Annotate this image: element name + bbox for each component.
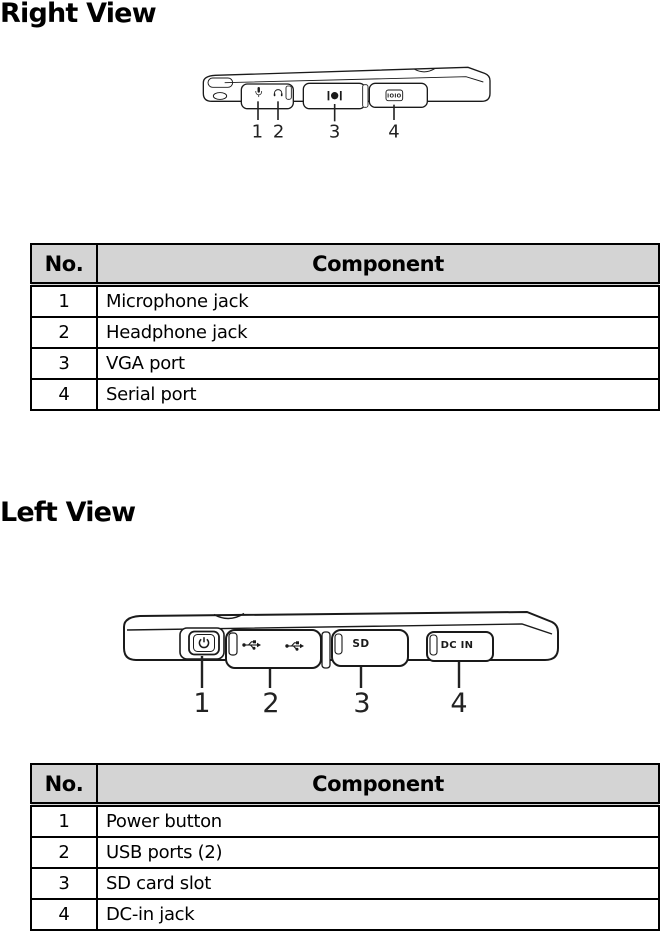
callout-1: 1 xyxy=(193,688,211,719)
row-no: 1 xyxy=(31,285,97,318)
right-view-heading: Right View xyxy=(0,0,156,29)
callout-2: 2 xyxy=(262,688,280,719)
left-view-heading: Left View xyxy=(0,497,136,528)
row-no: 1 xyxy=(31,805,97,838)
table-row xyxy=(31,805,659,838)
callout-numbers-right xyxy=(252,121,400,142)
power-button-panel xyxy=(180,628,224,659)
callout-4: 4 xyxy=(450,688,468,719)
row-component: Microphone jack xyxy=(97,285,659,318)
row-no: 2 xyxy=(31,837,97,868)
sd-slot-label: SD xyxy=(352,638,370,650)
col-header-component: Component xyxy=(97,764,659,805)
table-header-row xyxy=(31,764,659,805)
table-row xyxy=(31,837,659,868)
row-component: Power button xyxy=(97,805,659,838)
row-component: DC-in jack xyxy=(97,899,659,930)
left-view-component-table xyxy=(30,763,660,931)
table-row xyxy=(31,317,659,348)
row-component: Serial port xyxy=(97,379,659,410)
callout-3: 3 xyxy=(353,688,371,719)
callout-3: 3 xyxy=(328,121,341,143)
left-side-view-diagram xyxy=(100,590,580,720)
row-component: SD card slot xyxy=(97,868,659,899)
table-header-row xyxy=(31,244,659,285)
sd-card-panel xyxy=(332,630,408,666)
col-header-no: No. xyxy=(31,764,97,805)
row-no: 4 xyxy=(31,379,97,410)
table-row xyxy=(31,868,659,899)
callout-4: 4 xyxy=(388,121,400,143)
row-no: 4 xyxy=(31,899,97,930)
panel-divider xyxy=(363,85,368,108)
row-no: 3 xyxy=(31,868,97,899)
audio-panel xyxy=(241,84,293,109)
right-side-view-diagram xyxy=(120,60,580,180)
serial-port-icon xyxy=(386,90,403,101)
panel-divider xyxy=(322,632,330,668)
right-view-component-table xyxy=(30,243,660,411)
col-header-component: Component xyxy=(97,244,659,285)
table-row xyxy=(31,899,659,930)
callout-numbers-left xyxy=(193,688,467,719)
row-no: 3 xyxy=(31,348,97,379)
dc-in-label: DC IN xyxy=(440,640,474,651)
callout-1: 1 xyxy=(251,121,264,143)
table-row xyxy=(31,379,659,410)
row-component: USB ports (2) xyxy=(97,837,659,868)
callout-2: 2 xyxy=(272,121,285,143)
serial-panel xyxy=(369,83,427,107)
row-no: 2 xyxy=(31,317,97,348)
table-row xyxy=(31,348,659,379)
serial-icon-text: IOIO xyxy=(387,93,402,100)
row-component: Headphone jack xyxy=(97,317,659,348)
col-header-no: No. xyxy=(31,244,97,285)
table-row xyxy=(31,285,659,318)
dc-in-panel xyxy=(427,632,493,661)
row-component: VGA port xyxy=(97,348,659,379)
usb-panel xyxy=(226,630,321,668)
